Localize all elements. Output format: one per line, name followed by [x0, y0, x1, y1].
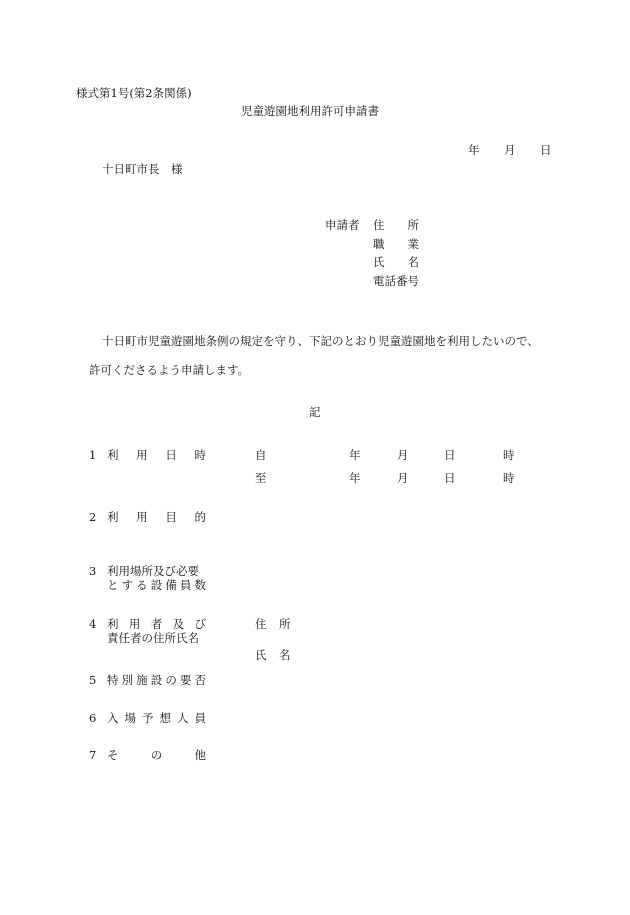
applicant-label: 申請者	[325, 218, 360, 232]
item1-from-hour: 時	[503, 448, 515, 462]
addressee: 十日町市長 様	[102, 162, 183, 176]
date-day: 日	[540, 143, 552, 157]
applicant-address-label: 住 所	[373, 218, 419, 232]
date-month: 月	[504, 143, 516, 157]
item6-label: 入 場 予 想 人 員	[107, 711, 206, 725]
item1-label: 利 用 日 時	[107, 448, 206, 462]
item3-number: 3	[89, 564, 97, 578]
item1-number: 1	[89, 448, 97, 462]
item1-to-label: 至	[255, 471, 267, 485]
item7-number: 7	[89, 748, 97, 762]
applicant-phone-label: 電話番号	[373, 274, 419, 288]
item7-label: そ の 他	[107, 748, 206, 762]
item4-label-line2: 責任者の住所氏名	[107, 631, 199, 645]
document-title: 児童遊園地利用許可申請書	[241, 104, 379, 118]
applicant-occupation-label: 職 業	[373, 237, 419, 251]
item4-number: 4	[89, 617, 97, 631]
item2-label: 利 用 目 的	[107, 510, 206, 524]
item4-name-char2: 名	[279, 648, 291, 662]
item1-from-day: 日	[444, 448, 456, 462]
form-number: 様式第1号(第2条関係)	[76, 86, 192, 100]
item1-from-label: 自	[255, 448, 267, 462]
item5-number: 5	[89, 673, 97, 687]
item4-label-line1: 利 用 者 及 び	[107, 617, 206, 631]
item1-to-hour: 時	[503, 471, 515, 485]
item1-to-day: 日	[444, 471, 456, 485]
item3-label-line1: 利用場所及び必要	[107, 564, 199, 578]
body-text-line2: 許可くださるよう申請します。	[89, 363, 250, 377]
item1-from-month: 月	[397, 448, 409, 462]
item2-number: 2	[89, 510, 97, 524]
item1-from-year: 年	[349, 448, 361, 462]
item5-label: 特 別 施 設 の 要 否	[107, 673, 206, 687]
item1-to-month: 月	[397, 471, 409, 485]
item4-address-char1: 住	[255, 617, 267, 631]
item6-number: 6	[89, 711, 97, 725]
date-year: 年	[468, 143, 480, 157]
item4-address-char2: 所	[279, 617, 291, 631]
body-text-line1: 十日町市児童遊園地条例の規定を守り、下記のとおり児童遊園地を利用したいので、	[102, 334, 539, 348]
item3-label-line2: と す る 設 備 員 数	[107, 578, 206, 592]
applicant-name-label: 氏 名	[373, 255, 419, 269]
item4-name-char1: 氏	[255, 648, 267, 662]
item1-to-year: 年	[349, 471, 361, 485]
ki-heading: 記	[309, 405, 321, 419]
